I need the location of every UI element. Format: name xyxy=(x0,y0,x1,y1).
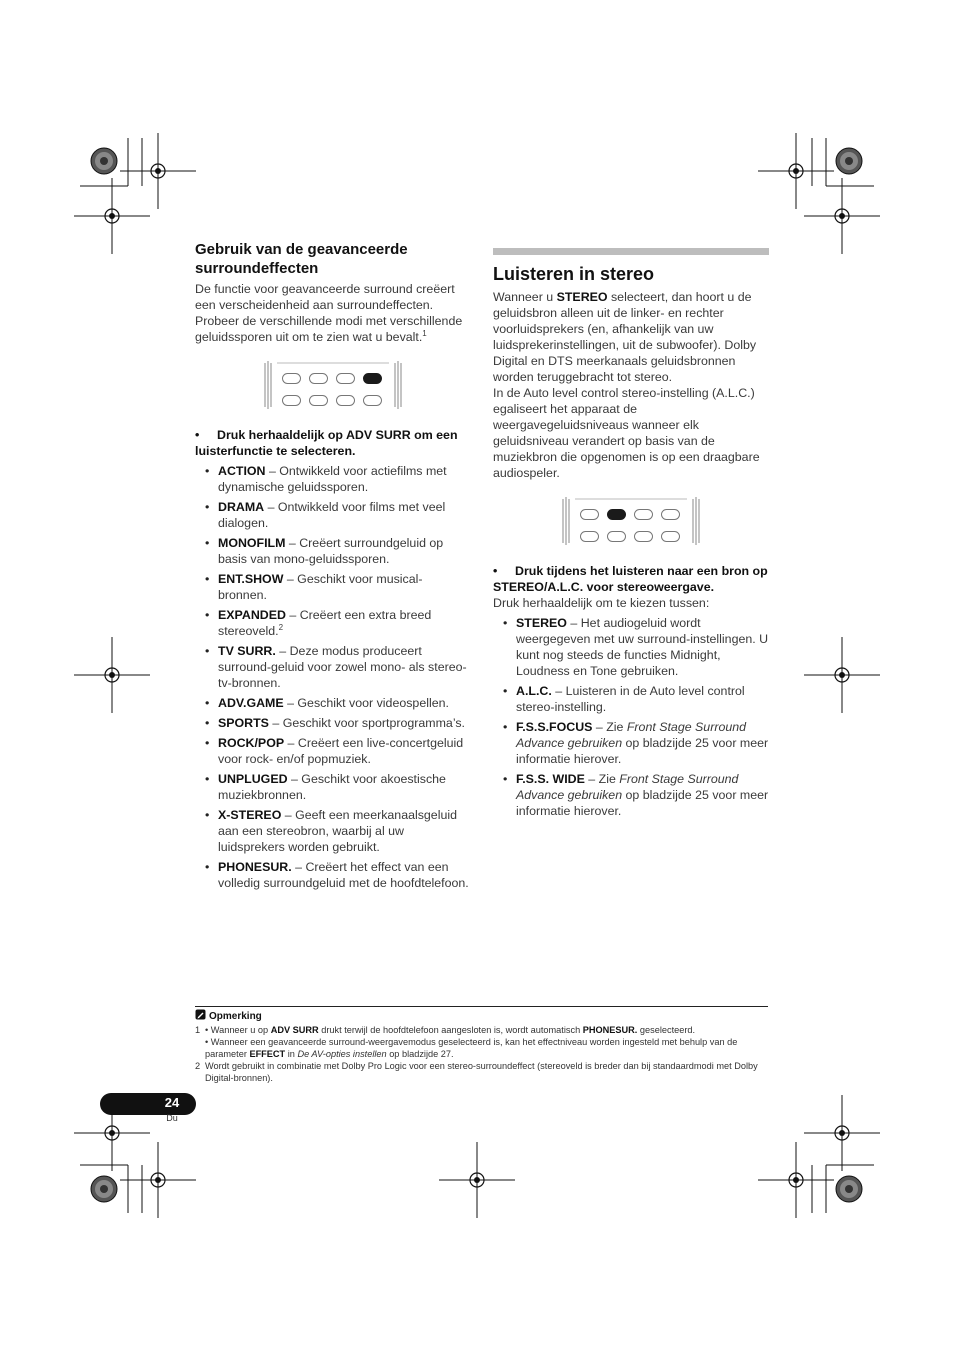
list-item: • PHONESUR. – Creëert het effect van een volledig surroundgeluid met de hoofdtelefoon. xyxy=(218,859,470,891)
list-item: • ENT.SHOW – Geschikt voor musical-bronnen. xyxy=(218,571,470,603)
instruction-adv-surr: • Druk herhaaldelijk op ADV SURR om een luisterfunctie te selecteren. xyxy=(195,428,458,458)
section-heading-stereo: Luisteren in stereo xyxy=(493,264,655,284)
remote-key xyxy=(282,395,301,406)
list-item: • ROCK/POP – Creëert een live-concertgeluid voor rock- en/of popmuziek. xyxy=(218,735,470,767)
list-item: • ADV.GAME – Geschikt voor videospellen. xyxy=(218,695,470,711)
list-item: • MONOFILM – Creëert surroundgeluid op basis van mono-geluidssporen. xyxy=(218,535,470,567)
instruction-stereo: • Druk tijdens het luisteren naar een bron op STEREO/A.L.C. voor stereoweergave. xyxy=(493,564,768,594)
note-icon xyxy=(195,1009,206,1020)
list-item: • F.S.S. WIDE – Zie Front Stage Surround Advance gebruiken op bladzijde 25 voor meer informatie hierover. xyxy=(516,771,769,819)
bullet-icon: • xyxy=(493,564,498,578)
list-item: • A.L.C. – Luisteren in de Auto level control stereo-instelling. xyxy=(516,683,769,715)
remote-key xyxy=(363,395,382,406)
remote-key xyxy=(309,395,328,406)
stereo-paragraph: Wanneer u STEREO selecteert, dan hoort u de geluidsbron alleen uit de linker- en rechter voorluidsprekers (en, afhankelijk van uw luidsprekerinstellingen, uit de subwoofer). Dolby Digital en DTS meerkanaals geluidsbronnen worden teruggebracht tot stereo. xyxy=(493,290,757,384)
footnote-rule xyxy=(195,1006,768,1007)
page-number: 24 xyxy=(164,1095,180,1110)
stereo-options-list xyxy=(493,615,769,819)
bullet-icon: • xyxy=(195,428,200,442)
list-item: • TV SURR. – Deze modus produceert surround-geluid voor zowel mono- als stereo-tv-bronnen. xyxy=(218,643,470,691)
note-heading: Opmerking xyxy=(195,1009,768,1022)
remote-key xyxy=(661,509,680,520)
remote-key xyxy=(634,531,653,542)
list-item: • X-STEREO – Geeft een meerkanaalsgeluid aan een stereobron, waarbij al uw luidsprekers worden gebruikt. xyxy=(218,807,470,855)
remote-illustration-adv-surr xyxy=(263,359,403,409)
remote-key xyxy=(634,509,653,520)
right-column xyxy=(493,248,769,823)
remote-key-stereo-highlighted xyxy=(607,509,626,520)
remote-key xyxy=(282,373,301,384)
list-item: • ACTION – Ontwikkeld voor actiefilms met dynamische geluidssporen. xyxy=(218,463,470,495)
remote-key xyxy=(336,395,355,406)
remote-key xyxy=(661,531,680,542)
footnote-ref-1: 1 xyxy=(422,328,427,338)
footnote-ref-2: 2 xyxy=(278,622,284,632)
remote-key xyxy=(336,373,355,384)
remote-key xyxy=(607,531,626,542)
footnote-2: 2 Wordt gebruikt in combinatie met Dolby Pro Logic voor een stereo-surroundeffect (stereoveld is breder dan bij standaardmodi met Dolby Digital-bronnen). xyxy=(195,1061,758,1083)
section-bar xyxy=(493,248,769,255)
footnote-1: 1 • Wanneer u op ADV SURR drukt terwijl de hoofdtelefoon aangesloten is, wordt automatisch PHONESUR. geselecteerd. xyxy=(195,1025,696,1035)
remote-key-adv-surr-highlighted xyxy=(363,373,382,384)
list-item: • STEREO – Het audiogeluid wordt weergegeven met uw surround-instellingen. U kunt nog steeds de functies Midnight, Loudness en Tone gebruiken. xyxy=(516,615,769,679)
alc-paragraph: In de Auto level control stereo-instelling (A.L.C.) egaliseert het apparaat de weergavegeluidsniveaus wanneer elk geluidsniveau verandert op basis van de muziekbron die opgenomen is op een draagbare audiospeler. xyxy=(493,386,760,480)
list-item: • F.S.S.FOCUS – Zie Front Stage Surround Advance gebruiken op bladzijde 25 voor meer informatie hierover. xyxy=(516,719,769,767)
page-language: Du xyxy=(166,1113,178,1123)
remote-key xyxy=(309,373,328,384)
footnotes xyxy=(195,1006,768,1084)
list-item: • EXPANDED – Creëert een extra breed stereoveld.$^2$ xyxy=(218,607,470,639)
footnote-1b: • Wanneer een geavanceerde surround-weergavemodus geselecteerd is, kan het effectniveau worden ingesteld met behulp van de parameter EFFECT in De AV-opties instellen op bladzijde 27. xyxy=(205,1037,738,1059)
remote-key xyxy=(580,531,599,542)
remote-key xyxy=(580,509,599,520)
section-heading-advanced-surround: Gebruik van de geavanceerde surroundeffecten xyxy=(195,241,408,277)
list-item: • UNPLUGED – Geschikt voor akoestische muziekbronnen. xyxy=(218,771,470,803)
list-item: • SPORTS – Geschikt voor sportprogramma’s. xyxy=(218,715,470,731)
remote-illustration-stereo xyxy=(561,495,701,545)
adv-surr-options-list xyxy=(195,463,470,891)
instruction-sub: Druk herhaaldelijk om te kiezen tussen: xyxy=(493,596,710,610)
intro-paragraph: De functie voor geavanceerde surround creëert een verscheidenheid aan surroundeffecten. Probeer de verschillende modi met verschillende geluidssporen uit om te zien wat u bevalt.$^1$ xyxy=(195,282,463,344)
list-item: • DRAMA – Ontwikkeld voor films met veel dialogen. xyxy=(218,499,470,531)
left-column xyxy=(195,240,470,895)
